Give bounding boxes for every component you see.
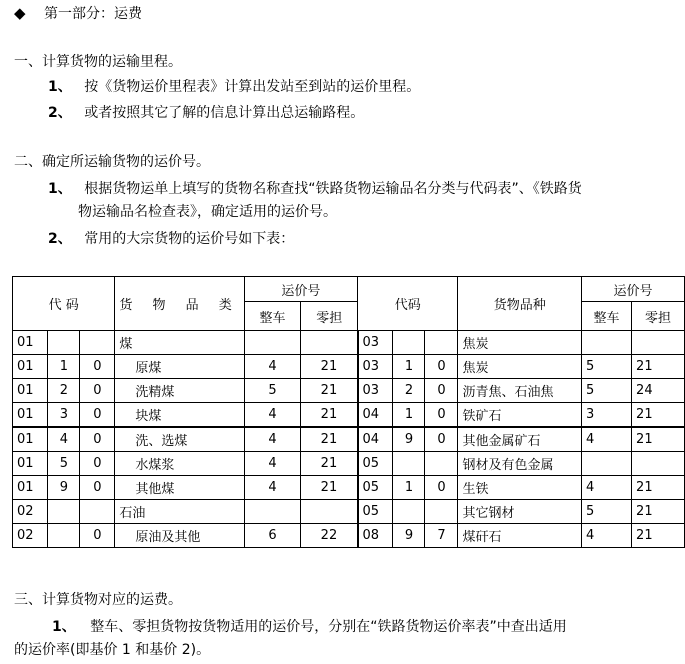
header-less-2: 零担 [632, 302, 685, 331]
s1-item-1-num: 1、 [48, 79, 72, 95]
less-rate-2 [632, 331, 685, 355]
s2-item-1-text: 根据货物运单上填写的货物名称查找“铁路货物运输品名分类与代码表”、《铁路货 [84, 181, 582, 197]
whole-rate-2: 5 [582, 355, 632, 379]
s3-item-1-text: 整车、零担货物按货物适用的运价号，分别在“铁路货物运价率表”中查出适用 [90, 619, 567, 635]
less-rate: 21 [301, 379, 358, 403]
goods-name-2: 焦炭 [458, 355, 582, 379]
code-c-2: 7 [425, 524, 458, 548]
code-a-2: 05 [358, 452, 393, 476]
goods-name-2: 钢材及有色金属 [458, 452, 582, 476]
section-title-text: 第一部分：运费 [44, 6, 142, 22]
code-b-2: 1 [393, 476, 425, 500]
code-c-2: 0 [425, 355, 458, 379]
table-row [13, 500, 685, 524]
code-b: 4 [48, 427, 80, 452]
goods-name-2: 其他金属矿石 [458, 427, 582, 452]
less-rate-2: 21 [632, 403, 685, 428]
goods-name: 煤 [115, 331, 244, 355]
less-rate [301, 500, 358, 524]
code-b-2: 1 [393, 403, 425, 428]
code-b-2: 9 [393, 524, 425, 548]
s3-item-1 [52, 618, 567, 636]
s2-item-1 [48, 180, 582, 198]
less-rate [301, 331, 358, 355]
code-c-2: 0 [425, 476, 458, 500]
less-rate-2: 21 [632, 355, 685, 379]
table-header-row-1 [13, 277, 685, 302]
less-rate: 21 [301, 403, 358, 428]
goods-name: 其他煤 [115, 476, 244, 500]
code-c: 0 [80, 427, 115, 452]
s2-item-2 [48, 230, 294, 248]
code-c: 0 [80, 476, 115, 500]
code-b-2: 1 [393, 355, 425, 379]
whole-rate-2: 4 [582, 427, 632, 452]
code-c-2 [425, 500, 458, 524]
code-a-2: 03 [358, 355, 393, 379]
header-goods-2: 货物品种 [458, 277, 582, 331]
s1-item-1 [48, 78, 420, 96]
less-rate: 21 [301, 355, 358, 379]
code-a-2: 05 [358, 476, 393, 500]
code-c-2 [425, 331, 458, 355]
code-a: 01 [13, 427, 48, 452]
table-row [13, 524, 685, 548]
code-a-2: 03 [358, 331, 393, 355]
goods-name: 原煤 [115, 355, 244, 379]
code-b [48, 331, 80, 355]
table-row [13, 452, 685, 476]
code-b-2 [393, 452, 425, 476]
goods-name: 原油及其他 [115, 524, 244, 548]
code-a: 02 [13, 500, 48, 524]
header-rate-no-2: 运价号 [582, 277, 685, 302]
table-row [13, 355, 685, 379]
header-less: 零担 [301, 302, 358, 331]
header-whole: 整车 [244, 302, 301, 331]
goods-name-2: 沥青焦、石油焦 [458, 379, 582, 403]
less-rate: 21 [301, 476, 358, 500]
code-a: 01 [13, 403, 48, 428]
section-title [14, 4, 142, 23]
code-b: 1 [48, 355, 80, 379]
s1-heading: 一、计算货物的运输里程。 [14, 54, 182, 70]
less-rate-2: 21 [632, 524, 685, 548]
code-a: 01 [13, 379, 48, 403]
code-a: 02 [13, 524, 48, 548]
table-row [13, 427, 685, 452]
code-b: 5 [48, 452, 80, 476]
code-b-2: 2 [393, 379, 425, 403]
less-rate: 21 [301, 427, 358, 452]
whole-rate-2: 4 [582, 524, 632, 548]
whole-rate-2: 5 [582, 379, 632, 403]
s2-item-1-cont: 物运输品名检查表》，确定适用的运价号。 [78, 204, 337, 220]
code-c-2: 0 [425, 427, 458, 452]
whole-rate-2 [582, 452, 632, 476]
s2-item-1-num: 1、 [48, 181, 72, 197]
s1-item-2-num: 2、 [48, 105, 72, 121]
goods-name-2: 煤矸石 [458, 524, 582, 548]
table-row [13, 331, 685, 355]
code-a-2: 08 [358, 524, 393, 548]
code-a-2: 04 [358, 403, 393, 428]
whole-rate-2: 5 [582, 500, 632, 524]
goods-name: 洗、选煤 [115, 427, 244, 452]
whole-rate [244, 500, 301, 524]
goods-name: 水煤浆 [115, 452, 244, 476]
s2-item-2-num: 2、 [48, 231, 72, 247]
goods-name-2: 生铁 [458, 476, 582, 500]
whole-rate: 5 [244, 379, 301, 403]
code-b [48, 500, 80, 524]
code-c-2 [425, 452, 458, 476]
code-c: 0 [80, 379, 115, 403]
table-row [13, 476, 685, 500]
header-code: 代 码 [13, 277, 115, 331]
s1-item-2 [48, 104, 364, 122]
code-a-2: 03 [358, 379, 393, 403]
less-rate: 22 [301, 524, 358, 548]
whole-rate: 4 [244, 476, 301, 500]
goods-name-2: 铁矿石 [458, 403, 582, 428]
diamond-bullet-icon: ◆ [14, 4, 26, 22]
code-b: 2 [48, 379, 80, 403]
less-rate-2: 21 [632, 427, 685, 452]
whole-rate-2: 4 [582, 476, 632, 500]
freight-rate-table [12, 276, 685, 548]
s1-item-2-text: 或者按照其它了解的信息计算出总运输路程。 [84, 105, 365, 121]
s3-item-1-num: 1、 [52, 619, 76, 635]
code-b-2 [393, 331, 425, 355]
code-a: 01 [13, 476, 48, 500]
table-body [13, 331, 685, 548]
whole-rate-2: 3 [582, 403, 632, 428]
header-code-2: 代码 [358, 277, 458, 331]
header-rate-no: 运价号 [244, 277, 357, 302]
code-b-2: 9 [393, 427, 425, 452]
goods-name-2: 其它钢材 [458, 500, 582, 524]
code-b: 9 [48, 476, 80, 500]
code-a-2: 04 [358, 427, 393, 452]
code-a-2: 05 [358, 500, 393, 524]
code-c: 0 [80, 524, 115, 548]
code-c: 0 [80, 403, 115, 428]
goods-name: 石油 [115, 500, 244, 524]
less-rate-2: 21 [632, 476, 685, 500]
code-a: 01 [13, 452, 48, 476]
header-goods: 货 物 品 类 [115, 277, 244, 331]
less-rate-2: 24 [632, 379, 685, 403]
s1-item-1-text: 按《货物运价里程表》计算出发站至到站的运价里程。 [84, 79, 421, 95]
less-rate: 21 [301, 452, 358, 476]
whole-rate-2 [582, 331, 632, 355]
s3-heading: 三、计算货物对应的运费。 [14, 592, 182, 608]
whole-rate: 6 [244, 524, 301, 548]
whole-rate: 4 [244, 403, 301, 428]
code-b [48, 524, 80, 548]
code-c: 0 [80, 452, 115, 476]
code-c-2: 0 [425, 403, 458, 428]
table-row [13, 379, 685, 403]
whole-rate [244, 331, 301, 355]
whole-rate: 4 [244, 427, 301, 452]
goods-name-2: 焦炭 [458, 331, 582, 355]
whole-rate: 4 [244, 452, 301, 476]
code-b: 3 [48, 403, 80, 428]
code-a: 01 [13, 355, 48, 379]
s2-item-2-text: 常用的大宗货物的运价号如下表： [84, 231, 295, 247]
goods-name: 块煤 [115, 403, 244, 428]
code-c [80, 331, 115, 355]
code-b-2 [393, 500, 425, 524]
code-a: 01 [13, 331, 48, 355]
header-whole-2: 整车 [582, 302, 632, 331]
code-c: 0 [80, 355, 115, 379]
whole-rate: 4 [244, 355, 301, 379]
s3-item-1-cont: 的运价率(即基价 1 和基价 2)。 [14, 642, 211, 658]
goods-name: 洗精煤 [115, 379, 244, 403]
s2-heading: 二、确定所运输货物的运价号。 [14, 154, 210, 170]
less-rate-2: 21 [632, 500, 685, 524]
code-c [80, 500, 115, 524]
table-row [13, 403, 685, 428]
less-rate-2 [632, 452, 685, 476]
code-c-2: 0 [425, 379, 458, 403]
